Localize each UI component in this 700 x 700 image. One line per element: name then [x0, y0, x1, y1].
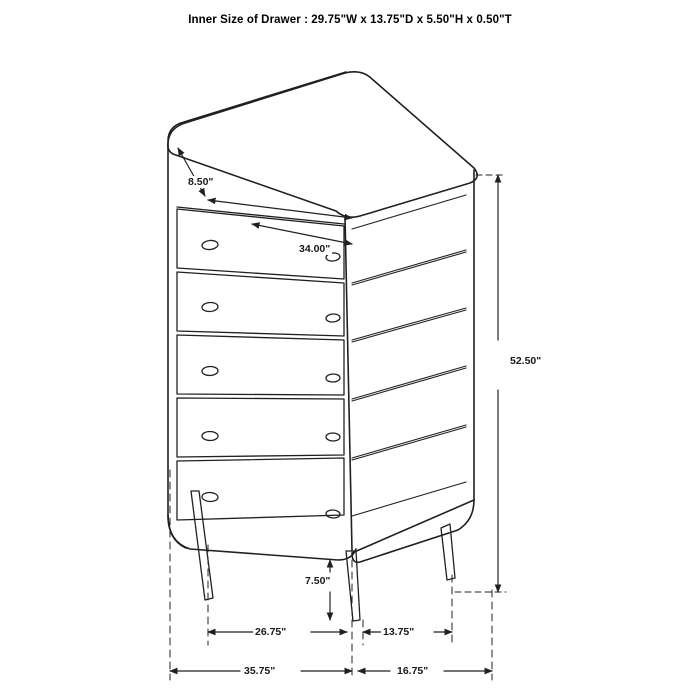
dimension-label-overall-depth: 16.75"	[397, 665, 429, 677]
page-title: Inner Size of Drawer : 29.75"W x 13.75"D x 5.50"H x 0.50"T	[188, 14, 512, 26]
dimension-label-top-depth: 8.50"	[188, 176, 214, 188]
dimension-label-front-inner: 26.75"	[255, 626, 287, 638]
dimension-label-overall-height: 52.50"	[510, 355, 542, 367]
dimension-label-leg-height: 7.50"	[305, 575, 331, 587]
dimension-label-overall-width: 35.75"	[244, 665, 276, 677]
dimension-label-top-width: 34.00"	[299, 243, 331, 255]
dimension-label-side-inner: 13.75"	[383, 626, 415, 638]
